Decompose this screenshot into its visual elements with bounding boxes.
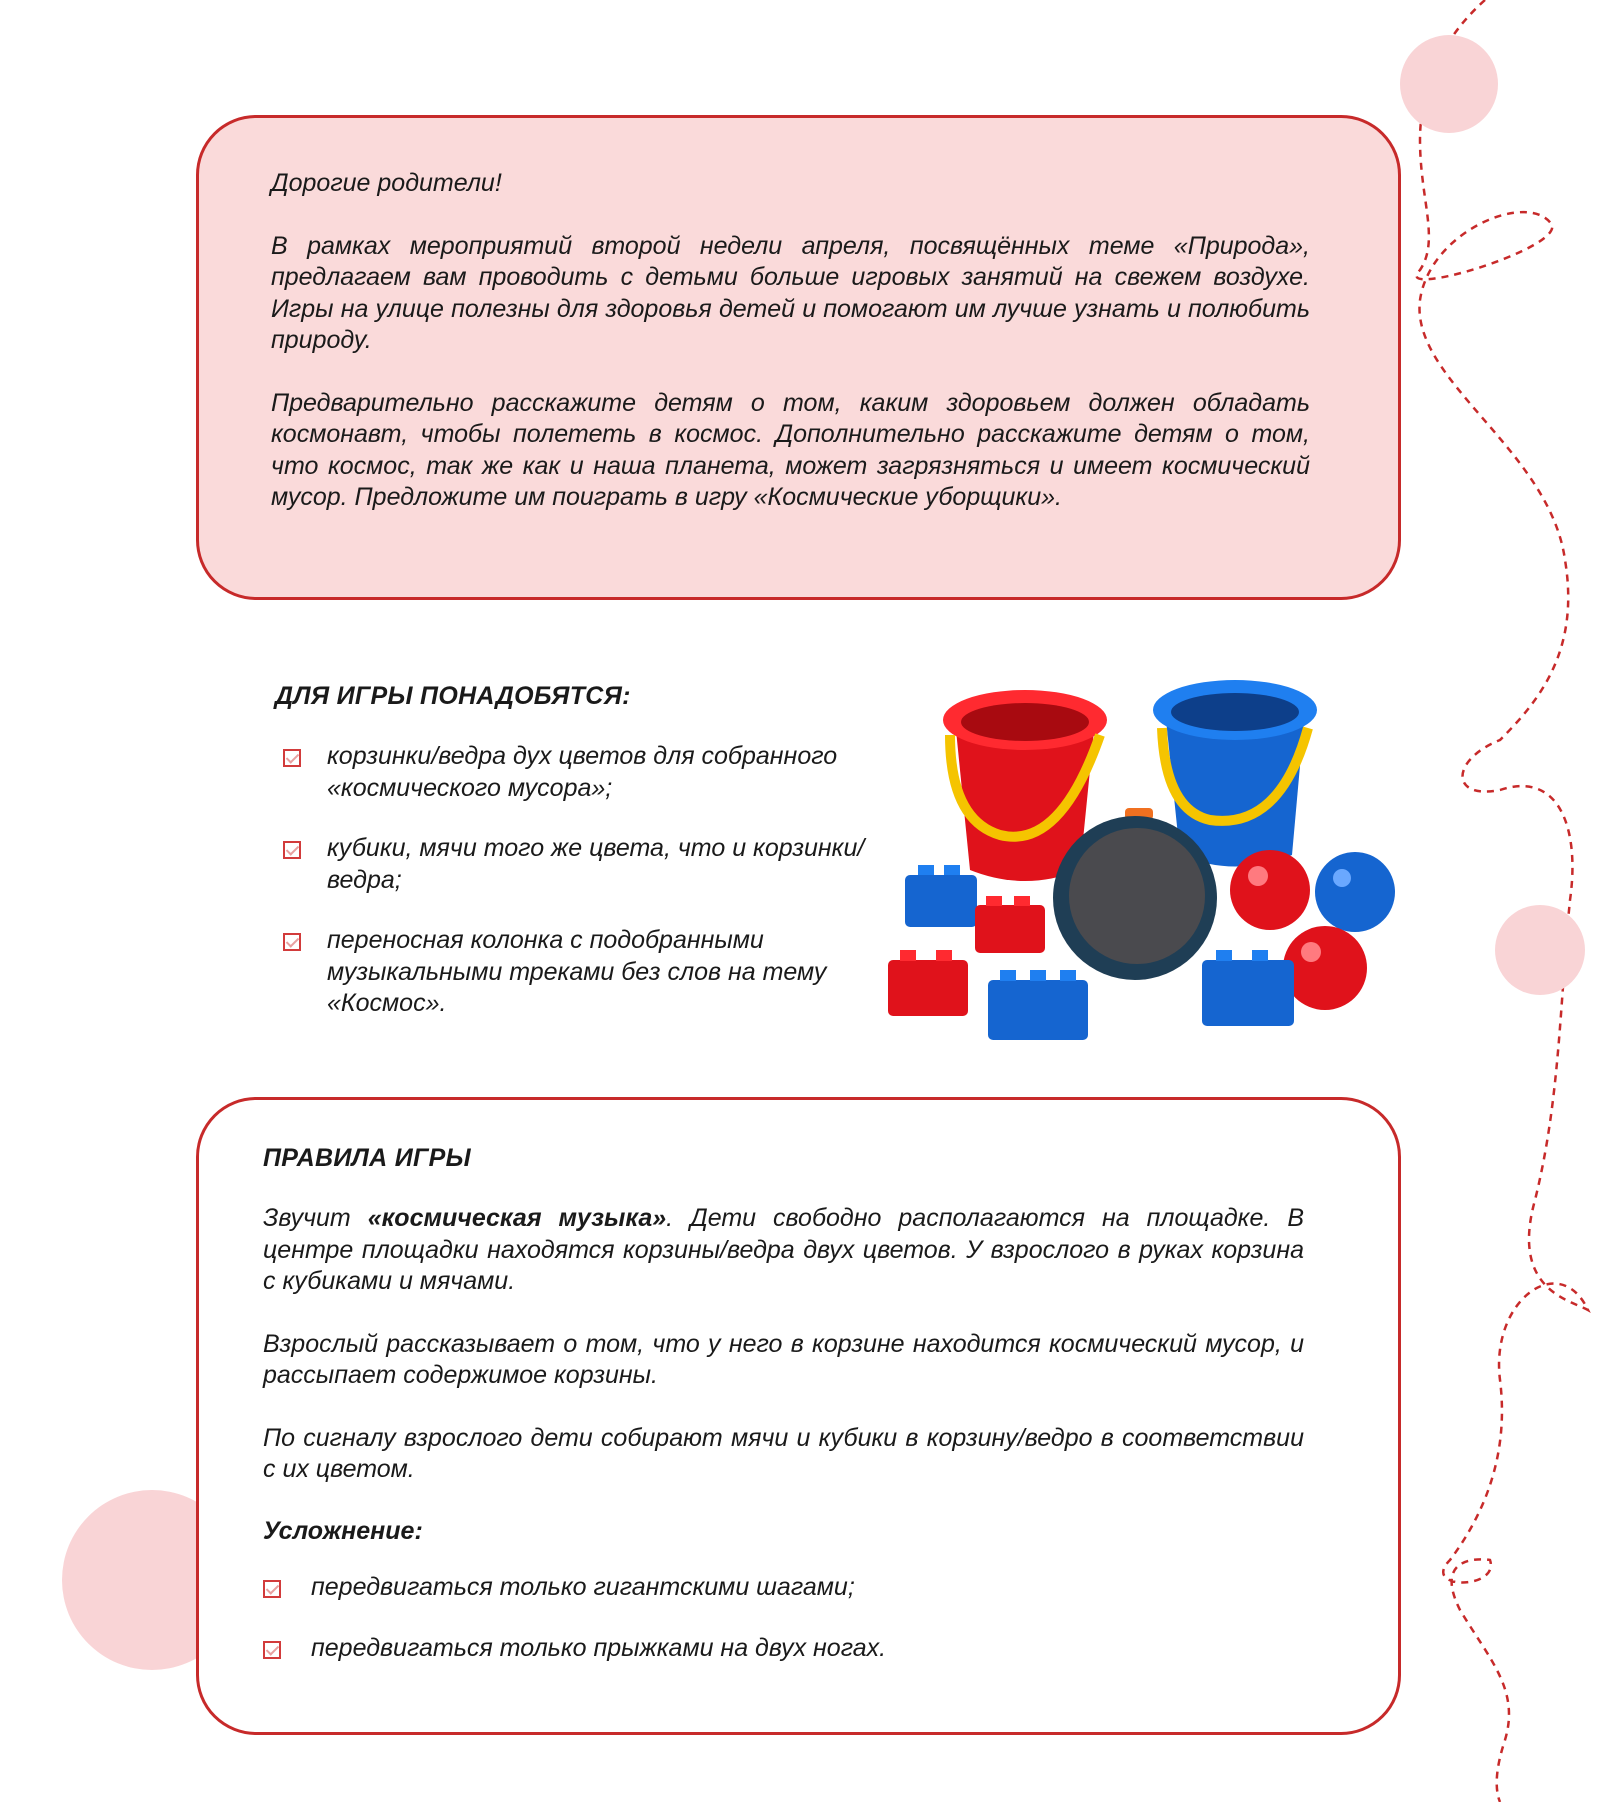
rules-paragraph-2: Взрослый рассказывает о том, что у него в корзине находится космический мусор, и рассыпает содержимое корзины.: [263, 1329, 1304, 1389]
blue-block-icon: [988, 970, 1088, 1040]
supplies-heading: ДЛЯ ИГРЫ ПОНАДОБЯТСЯ:: [275, 682, 631, 710]
decor-circle-middle: [1495, 905, 1585, 995]
supplies-section: [275, 682, 875, 1049]
rules-paragraph-1-suffix: . Дети свободно располагаются на площадке. В центре площадки находятся корзины/ведра двух цветов. У взрослого в руках корзина с кубиками и мячами.: [263, 1204, 1304, 1295]
intro-greeting: Дорогие родители!: [271, 169, 502, 197]
toys-illustration: [880, 660, 1400, 1060]
rules-heading: ПРАВИЛА ИГРЫ: [263, 1144, 471, 1172]
intro-card: [196, 115, 1401, 600]
intro-paragraph-1: В рамках мероприятий второй недели апреля, посвящённых теме «Природа», предлагаем вам проводить с детьми больше игровых занятий на свежем воздухе. Игры на улице полезны для здоровья детей и помогают им лучше узнать и полюбить природу.: [271, 231, 1310, 354]
blue-block-icon: [905, 865, 977, 927]
intro-paragraph-2: Предварительно расскажите детям о том, каким здоровьем должен обладать космонавт, чтобы полететь в космос. Дополнительно расскажите детям о том, что космос, так же как и наша планета, может загрязняться и имеет космический мусор. Предложите им поиграть в игру «Космические уборщики».: [271, 388, 1310, 511]
rules-card: [196, 1097, 1401, 1735]
checkbox-icon: [283, 749, 301, 767]
red-block-icon: [888, 950, 968, 1016]
complication-text: передвигаться только гигантскими шагами;: [311, 1572, 855, 1601]
checkbox-icon: [283, 841, 301, 859]
complication-text: передвигаться только прыжками на двух ногах.: [311, 1634, 887, 1662]
list-item: [263, 1572, 1304, 1604]
list-item: [275, 741, 875, 804]
rules-paragraph-1-prefix: Звучит: [263, 1204, 368, 1232]
list-item: [263, 1633, 1304, 1665]
blue-block-icon: [1202, 950, 1294, 1026]
supply-text: корзинки/ведра дух цветов для собранного «космического мусора»;: [327, 742, 838, 802]
list-item: [275, 925, 875, 1020]
supply-text: кубики, мячи того же цвета, что и корзинки/ведра;: [327, 834, 865, 894]
rules-paragraph-1: [263, 1203, 1304, 1298]
rules-paragraph-3: По сигналу взрослого дети собирают мячи и кубики в корзину/ведро в соответствии с их цветом.: [263, 1423, 1304, 1483]
checkbox-icon: [263, 1641, 281, 1659]
list-item: [275, 833, 875, 896]
supply-text: переносная колонка с подобранными музыкальными треками без слов на тему «Космос».: [327, 926, 827, 1017]
checkbox-icon: [263, 1580, 281, 1598]
red-block-icon: [975, 896, 1045, 953]
decor-circle-top: [1400, 35, 1498, 133]
complication-heading: Усложнение:: [263, 1516, 423, 1545]
red-ball-icon: [1230, 850, 1310, 930]
supplies-list: [275, 741, 875, 1020]
red-ball-icon: [1283, 926, 1367, 1010]
rules-music-emphasis: «космическая музыка»: [367, 1204, 667, 1232]
complication-list: [263, 1572, 1304, 1665]
checkbox-icon: [283, 933, 301, 951]
blue-ball-icon: [1315, 852, 1395, 932]
